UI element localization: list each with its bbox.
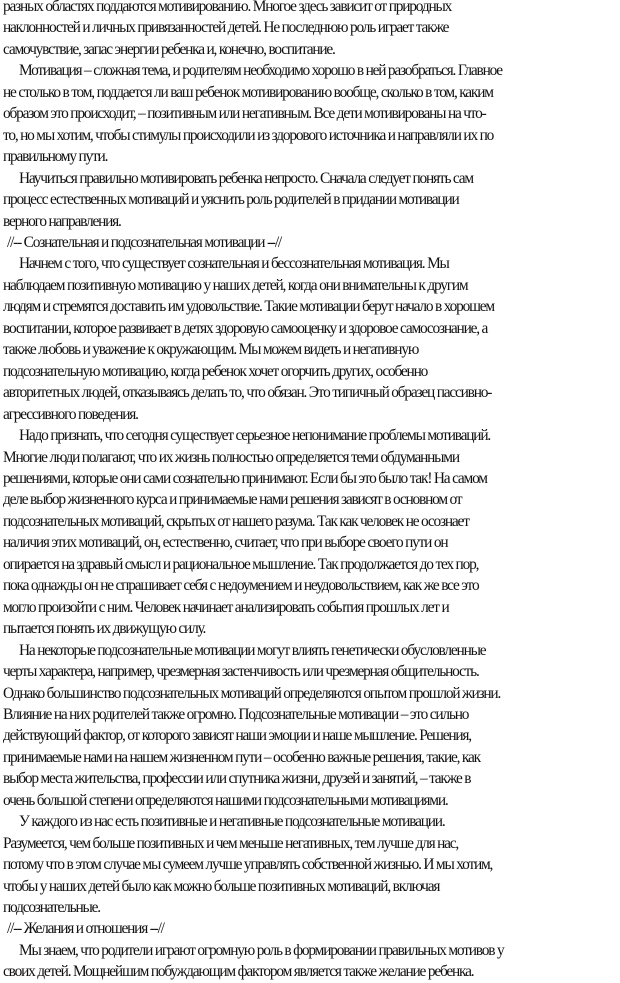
text-line: Мы знаем, что родители играют огромную роль в формировании правильных мотивов у [19,941,504,959]
text-line: деле выбор жизненного курса и принимаемые нами решения зависят в основном от [3,491,462,509]
text-line: потому что в этом случае мы сумеем лучше управлять собственной жизнью. И мы хотим, [3,856,493,874]
text-line: наличия этих мотиваций, он, естественно, считает, что при выборе своего пути он [3,534,448,552]
text-line: верного направления. [3,212,121,230]
text-line: опирается на здравый смысл и рациональное мышление. Так продолжается до тех пор, [3,555,479,573]
text-line: самочувствие, запас энергии ребенка и, конечно, воспитание. [3,40,335,58]
text-line: Мотивация – сложная тема, и родителям необходимо хорошо в ней разобраться. Главное [19,62,502,80]
text-line: людям и стремятся доставить им удовольствие. Такие мотивации берут начало в хорошем [3,298,494,316]
text-line: пока однажды он не спрашивает себя с недоумением и неудовольствием, как же все это [3,577,479,595]
text-line: действующий фактор, от которого зависят наши эмоции и наше мышление. Решения, [3,727,471,745]
text-line: Надо признать, что сегодня существует серьезное непонимание проблемы мотиваций. [19,427,490,445]
text-line: чтобы у наших детей было как можно больше позитивных мотиваций, включая [3,877,440,895]
text-line: могло произойти с ним. Человек начинает анализировать события прошлых лет и [3,598,449,616]
text-line: У каждого из нас есть позитивные и негативные подсознательные мотивации. [19,813,445,831]
text-line: Многие люди полагают, что их жизнь полностью определяется теми обдуманными [3,448,459,466]
text-line: решениями, которые они сами сознательно принимают. Если бы это было так! На самом [3,469,487,487]
text-line: наклонностей и личных привязанностей детей. Не последнюю роль играет также [3,19,449,37]
text-line: выбор места жительства, профессии или спутника жизни, друзей и занятий, – также в [3,770,471,788]
text-line: Начнем с того, что существует сознательная и бессознательная мотивация. Мы [19,255,449,273]
text-line: то, но мы хотим, чтобы стимулы происходили из здорового источника и направляли их по [3,126,494,144]
text-line: воспитании, которое развивает в детях здоровую самооценку и здоровое самосознание, а [3,319,488,337]
text-line: Влияние на них родителей также огромно. Подсознательные мотивации – это сильно [3,705,469,723]
text-line: пытается понять их движущую силу. [3,620,206,638]
text-line: очень большой степени определяются нашими подсознательными мотивациями. [3,791,448,809]
text-line: подсознательную мотивацию, когда ребенок хочет огорчить других, особенно [3,362,428,380]
text-line: агрессивного поведения. [3,405,138,423]
text-line: Научиться правильно мотивировать ребенка непросто. Сначала следует понять сам [19,169,473,187]
text-line: На некоторые подсознательные мотивации могут влиять генетически обусловленные [19,641,486,659]
text-line: процесс естественных мотиваций и уяснить роль родителей в придании мотивации [3,191,459,209]
text-line: Разумеется, чем больше позитивных и чем меньше негативных, тем лучше для нас, [3,834,459,852]
text-line: Однако большинство подсознательных мотиваций определяются опытом прошлой жизни. [3,684,501,702]
text-line: не столько в том, поддается ли ваш ребенок мотивированию вообще, сколько в том, каким [3,83,493,101]
text-line: разных областях поддаются мотивированию. Многое здесь зависит от природных [3,0,452,15]
text-line: черты характера, например, чрезмерная застенчивость или чрезмерная общительность. [3,663,479,681]
text-line: своих детей. Мощнейшим побуждающим фактором является также желание ребенка. [3,963,474,981]
text-line: образом это происходит, – позитивным или негативным. Все дети мотивированы на что- [3,105,486,123]
text-line: правильному пути. [3,148,108,166]
text-line: также любовь и уважение к окружающим. Мы можем видеть и негативную [3,341,419,359]
text-line: наблюдаем позитивную мотивацию у наших детей, когда они внимательны к другим [3,276,468,294]
text-line: авторитетных людей, отказываясь делать то, что обязан. Это типичный образец пассивно- [3,384,492,402]
text-line: подсознательные. [3,899,100,917]
section-heading: //-- Сознательная и подсознательная мотивации --// [7,233,281,251]
text-line: принимаемые нами на нашем жизненном пути – особенно важные решения, такие, как [3,748,480,766]
text-line: подсознательных мотиваций, скрытых от нашего разума. Так как человек не осознает [3,512,469,530]
section-heading: //-- Желания и отношения --// [7,920,164,938]
